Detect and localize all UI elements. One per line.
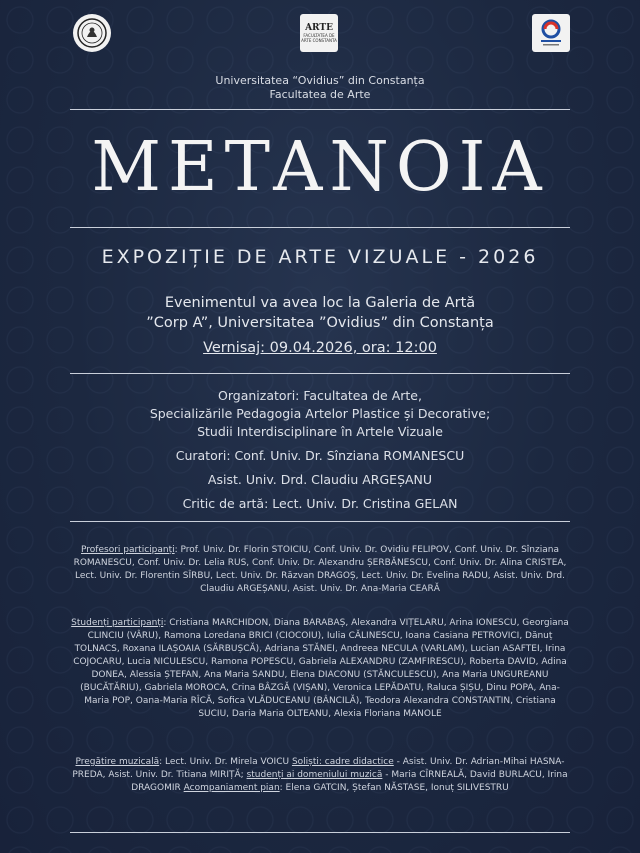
organizers-line-3: Studii Interdisciplinare în Artele Vizuale	[197, 424, 443, 439]
divider-organizers	[70, 521, 570, 522]
organizers-block	[0, 387, 640, 513]
art-critic: Critic de artă: Lect. Univ. Dr. Cristina GELAN	[182, 496, 458, 511]
institution-block	[0, 74, 640, 102]
arte-faculty-logo	[300, 14, 338, 52]
piano-text: : Elena GATCIN, Ștefan NĂSTASE, Ionuț SILIVESTRU	[279, 783, 509, 793]
divider-top	[70, 109, 570, 110]
professors-label: Profesori participanți	[81, 545, 175, 555]
students-label: Studenți participanți	[71, 618, 164, 628]
arte-logo-subtext: FACULTATEA DE ARTE CONSTANTA	[301, 33, 337, 43]
professors-block	[70, 544, 570, 596]
divider-event	[70, 373, 570, 374]
event-line-1: Evenimentul va avea loc la Galeria de Artă	[164, 295, 476, 311]
music-prep-text: : Lect. Univ. Dr. Mirela VOICU	[159, 757, 292, 767]
divider-bottom	[70, 832, 570, 833]
music-prep-label: Pregătire muzicală	[75, 757, 160, 767]
soloists-label: Soliști: cadre didactice	[291, 757, 394, 767]
faculty-name: Facultatea de Arte	[269, 88, 371, 101]
professors-list: : Prof. Univ. Dr. Florin STOICIU, Conf. Univ. Dr. Ovidiu FELIPOV, Conf. Univ. Dr. Sînziana ROMANESCU, Conf. Univ. Dr. Lelia RUS, Conf. Univ. Dr. Alexandru ȘERBĂNESCU, Conf. Univ. Dr. Alina CRISTEA, Lect. Univ. Dr. Florentin SÎRBU, Lect. Univ. Dr. Răzvan DRAGOȘ, Lect. Univ. Dr. Evelina RADU, Asist. Univ. Drd. Claudiu ARGEȘANU, Asist. Univ. Dr. Ana-Maria CEARĂ	[73, 545, 567, 594]
music-students-label: studenți ai domeniului muzică	[246, 770, 383, 780]
university-seal-icon	[73, 14, 111, 52]
soloists-text: - Asist. Univ. Dr. Adrian-Mihai HASNA-PREDA, Asist. Univ. Dr. Titiana MIRIȚĂ;	[72, 757, 565, 780]
curator-1: Curatori: Conf. Univ. Dr. Sînziana ROMANESCU	[175, 448, 465, 463]
event-line-2: ”Corp A”, Universitatea ”Ovidius” din Constanța	[146, 315, 494, 331]
university-name: Universitatea “Ovidius” din Constanța	[215, 74, 425, 87]
piano-label: Acompaniament pian	[183, 783, 280, 793]
students-block	[70, 617, 570, 721]
organizers-line-2: Specializările Pedagogia Artelor Plastice și Decorative;	[149, 406, 491, 421]
arte-logo-text: ARTE	[305, 23, 333, 33]
exhibition-subtitle: EXPOZIȚIE DE ARTE VIZUALE - 2026	[101, 246, 539, 268]
event-location	[0, 293, 640, 333]
divider-title	[70, 227, 570, 228]
music-block	[70, 756, 570, 795]
music-students-text: - Maria CÎRNEALĂ, David BURLACU, Irina DRAGOMIR	[131, 770, 568, 793]
partner-logo-icon	[532, 14, 570, 52]
organizers-line-1: Organizatori: Facultatea de Arte,	[218, 388, 422, 403]
students-list: : Cristiana MARCHIDON, Diana BARABAȘ, Alexandra VIȚELARU, Arina IONESCU, Georgiana CLINCIU (VÂRU), Ramona Loredana BRICI (CIOCOIU), Iulia CĂLINESCU, Ioana Casiana PETROVICI, Dănuț TOLNACS, Roxana ILAȘOAIA (SĂRBUȘCĂ), Adriana STĂNEI, Andreea NECULA (VARLAM), Lucian ASAFTEI, Irina COJOCARU, Lucia NICULESCU, Ramona POPESCU, Gabriela ALEXANDRU (ZAMFIRESCU), Roberta DAVID, Adina DONEA, Alessia ȘTEFAN, Ana Maria SANDU, Elena DIACONU (STĂNCULESCU), Ana Maria UNGUREANU (BUCĂTĂRIU), Gabriela MOROCA, Crina BÂZGĂ (VIȘAN), Veronica LEPĂDATU, Raluca ȘIȘU, Dinu POPA, Ana-Maria POP, Oana-Maria RÎCĂ, Sofica VLĂDUCEANU (BÂNCILĂ), Teodora Alexandra CONSTANTIN, Cristiana SUCIU, Daria Maria OLTEANU, Alexia Floriana MANOLE	[73, 618, 569, 719]
vernisaj-date: Vernisaj: 09.04.2026, ora: 12:00	[203, 340, 437, 356]
curator-2: Asist. Univ. Drd. Claudiu ARGEȘANU	[207, 472, 433, 487]
exhibition-title: METANOIA	[91, 128, 549, 207]
